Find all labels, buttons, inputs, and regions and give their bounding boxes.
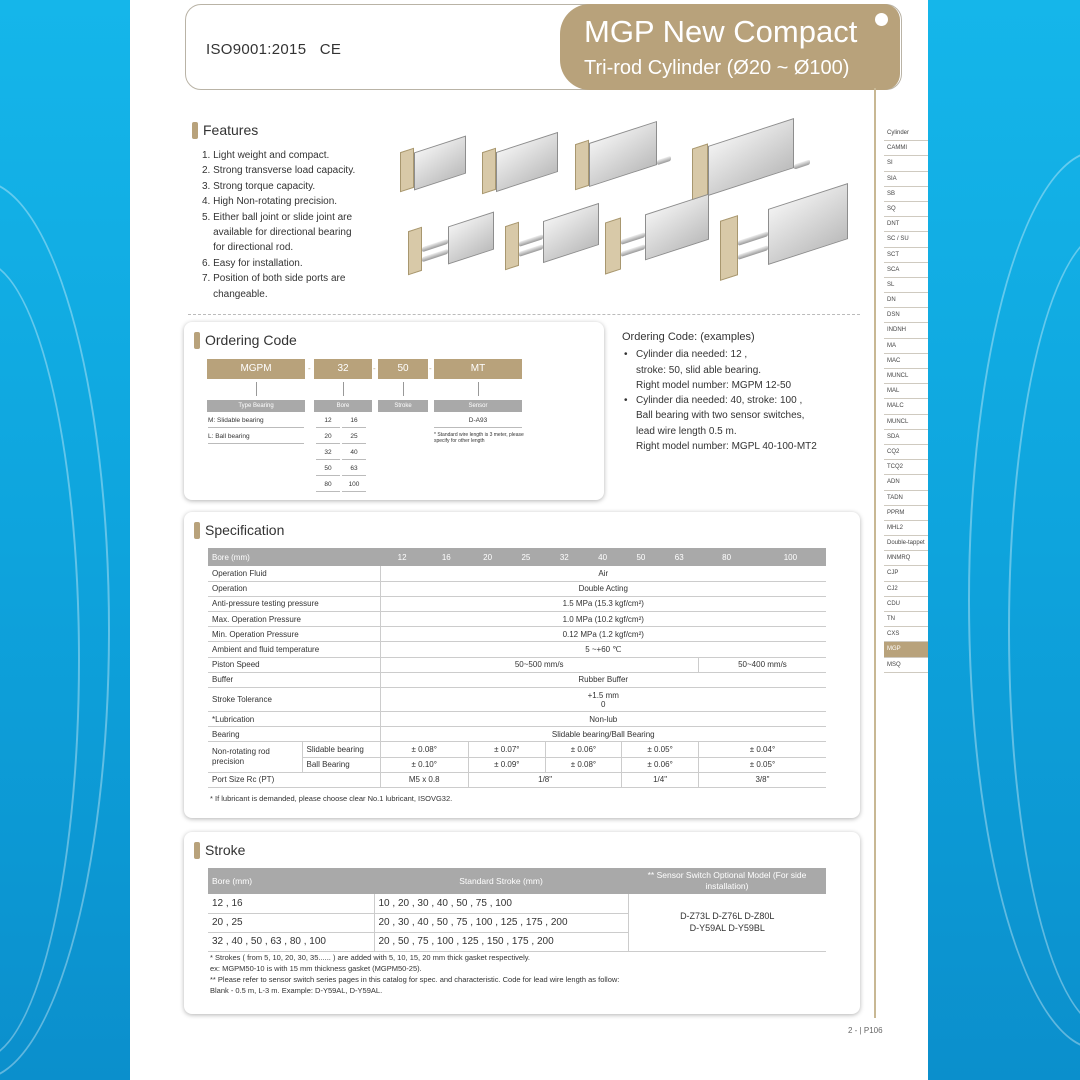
- spec-label: Port Size Rc (PT): [208, 772, 380, 787]
- spec-label: Ambient and fluid temperature: [208, 642, 380, 657]
- bore-header: Bore: [314, 400, 372, 412]
- side-nav-item[interactable]: SL: [884, 278, 928, 293]
- spec-value: Slidable bearing/Ball Bearing: [380, 727, 826, 742]
- sensor-models-line-1: D-Z73L D-Z76L D-Z80L: [680, 911, 775, 922]
- section-marker-icon: [194, 522, 200, 539]
- spec-note: * If lubricant is demanded, please choose clear No.1 lubricant, ISOVG32.: [210, 794, 453, 803]
- spec-label: Operation Fluid: [208, 566, 380, 581]
- sensor-models-cell: [628, 894, 826, 951]
- table-row: [208, 672, 826, 687]
- side-nav-item[interactable]: SQ: [884, 202, 928, 217]
- ordering-title: Ordering Code: [205, 332, 297, 348]
- spec-value: ± 0.05°: [698, 757, 826, 772]
- spec-value: 1/4": [622, 772, 699, 787]
- side-nav-item[interactable]: SB: [884, 187, 928, 202]
- tolerance-upper: +1.5 mm: [587, 690, 619, 700]
- side-nav-item[interactable]: MHL2: [884, 521, 928, 536]
- spec-value: ± 0.07°: [468, 742, 545, 757]
- code-dash: -: [373, 364, 376, 373]
- bore-column-header: 20: [468, 548, 506, 566]
- bore-option: 12: [316, 414, 340, 428]
- title-tab: [560, 4, 900, 90]
- stroke-values-cell: 10 , 20 , 30 , 40 , 50 , 75 , 100: [374, 894, 628, 913]
- page-subtitle: Tri-rod Cylinder (Ø20 ~ Ø100): [584, 57, 850, 79]
- bore-option: 40: [342, 446, 366, 460]
- side-nav-item[interactable]: MALC: [884, 399, 928, 414]
- spec-label: Max. Operation Pressure: [208, 612, 380, 627]
- code-dash: -: [308, 364, 311, 373]
- spec-value: 1.5 MPa (15.3 kgf/cm²): [380, 596, 826, 611]
- stroke-table: [208, 868, 826, 952]
- stroke-standard-header: Standard Stroke (mm): [374, 868, 628, 894]
- side-nav-item[interactable]: TADN: [884, 491, 928, 506]
- spec-value: [380, 688, 826, 712]
- side-nav-item[interactable]: MGP: [884, 642, 928, 657]
- connector-line: [256, 382, 257, 396]
- side-nav-item[interactable]: SIA: [884, 172, 928, 187]
- feature-item: changeable.: [202, 288, 268, 300]
- stroke-header: Stroke: [378, 400, 428, 412]
- example-line: Ball bearing with two sensor switches,: [636, 410, 805, 422]
- bore-option: 50: [316, 462, 340, 476]
- tolerance-lower: 0: [601, 699, 606, 709]
- side-nav-item[interactable]: CDU: [884, 597, 928, 612]
- spec-label: *Lubrication: [208, 712, 380, 727]
- spec-label: Stroke Tolerance: [208, 688, 380, 712]
- stroke-bore-cell: 32 , 40 , 50 , 63 , 80 , 100: [208, 932, 374, 951]
- side-nav-item[interactable]: MSQ: [884, 658, 928, 673]
- bore-column-header: 32: [545, 548, 583, 566]
- bore-option: 16: [342, 414, 366, 428]
- feature-item: 6. Easy for installation.: [202, 257, 303, 269]
- example-line: Right model number: MGPM 12-50: [636, 379, 792, 391]
- stroke-values-cell: 20 , 50 , 75 , 100 , 125 , 150 , 175 , 200: [374, 932, 628, 951]
- dashed-divider: [188, 314, 860, 315]
- feature-item: available for directional bearing: [202, 227, 352, 239]
- bore-option: 63: [342, 462, 366, 476]
- spec-value: 1/8": [468, 772, 621, 787]
- ce-mark: CE: [319, 41, 342, 58]
- stroke-bore-header: Bore (mm): [208, 868, 374, 894]
- table-row: [208, 581, 826, 596]
- side-nav-item[interactable]: CJ2: [884, 582, 928, 597]
- stroke-note-line: ex: MGPM50-10 is with 15 mm thickness gasket (MGPM50-25).: [210, 964, 422, 973]
- code-bore: 32: [314, 359, 372, 379]
- side-nav-item[interactable]: SC / SU: [884, 232, 928, 247]
- side-nav-item[interactable]: CXS: [884, 627, 928, 642]
- spec-value: ± 0.08°: [380, 742, 468, 757]
- stroke-note-line: Blank - 0.5 m, L-3 m. Example: D-Y59AL, D-Y59AL.: [210, 986, 383, 995]
- stroke-note-line: * Strokes ( from 5, 10, 20, 30, 35...... ) are added with 5, 10, 15, 20 mm thick gasket respectively.: [210, 953, 531, 962]
- spec-label: Min. Operation Pressure: [208, 627, 380, 642]
- spec-value: ± 0.06°: [545, 742, 622, 757]
- side-nav: [884, 126, 928, 673]
- spec-label: Piston Speed: [208, 657, 380, 672]
- table-row: [208, 894, 826, 913]
- spec-sublabel: Ball Bearing: [302, 757, 380, 772]
- spec-value: ± 0.04°: [698, 742, 826, 757]
- side-nav-item[interactable]: PPRM: [884, 506, 928, 521]
- code-dash: -: [429, 364, 432, 373]
- page-number: 2 - | P106: [848, 1026, 883, 1035]
- bore-column-header: 12: [380, 548, 424, 566]
- spec-value: 50~400 mm/s: [698, 657, 826, 672]
- examples-list: [622, 347, 862, 454]
- spec-value: 50~500 mm/s: [380, 657, 698, 672]
- table-row: [208, 727, 826, 742]
- feature-item: 2. Strong transverse load capacity.: [202, 165, 356, 177]
- side-nav-item[interactable]: MA: [884, 339, 928, 354]
- stroke-panel: [184, 832, 860, 1014]
- bore-column-header: 16: [424, 548, 468, 566]
- section-marker-icon: [194, 842, 200, 859]
- spec-label: Operation: [208, 581, 380, 596]
- type-bearing-header: Type Bearing: [207, 400, 305, 412]
- example-item: [624, 347, 862, 393]
- sensor-models-line-2: D-Y59AL D-Y59BL: [689, 923, 765, 934]
- stroke-note-line: ** Please refer to sensor switch series pages in this catalog for spec. and characteristic. Code for lead wire length as follow:: [210, 975, 620, 984]
- example-item: [624, 393, 862, 454]
- feature-item: for directional rod.: [202, 242, 294, 254]
- spec-value: Air: [380, 566, 826, 581]
- connector-line: [478, 382, 479, 396]
- side-nav-item[interactable]: ADN: [884, 475, 928, 490]
- side-nav-item[interactable]: SCT: [884, 248, 928, 263]
- spec-value: Double Acting: [380, 581, 826, 596]
- side-nav-item[interactable]: MUNCL: [884, 415, 928, 430]
- bore-header: Bore (mm): [208, 548, 380, 566]
- connector-line: [343, 382, 344, 396]
- bore-option: 80: [316, 478, 340, 492]
- side-nav-item[interactable]: Double-tappet: [884, 536, 928, 551]
- spec-value: ± 0.05°: [622, 742, 699, 757]
- side-nav-item[interactable]: TN: [884, 612, 928, 627]
- type-row: M: Slidable bearing: [208, 414, 304, 428]
- section-marker-icon: [192, 122, 198, 139]
- spec-table: [208, 548, 826, 788]
- stroke-notes: [210, 952, 619, 996]
- spec-value: 3/8": [698, 772, 826, 787]
- stroke-sensor-header: ** Sensor Switch Optional Model (For side installation): [628, 868, 826, 894]
- iso-label: ISO9001:2015: [206, 41, 307, 58]
- page-title: MGP New Compact: [584, 14, 858, 49]
- bore-option: 25: [342, 430, 366, 444]
- spec-value: Non-lub: [380, 712, 826, 727]
- table-row: [208, 548, 826, 566]
- bore-column-header: 25: [507, 548, 545, 566]
- side-nav-item[interactable]: SCA: [884, 263, 928, 278]
- feature-item: 7. Position of both side ports are: [202, 273, 346, 285]
- table-row: [208, 627, 826, 642]
- spec-label: Anti-pressure testing pressure: [208, 596, 380, 611]
- spec-label: Buffer: [208, 672, 380, 687]
- side-nav-item[interactable]: MAC: [884, 354, 928, 369]
- catalog-page: [130, 0, 928, 1080]
- spec-value: ± 0.06°: [622, 757, 699, 772]
- code-stroke: 50: [378, 359, 428, 379]
- bore-column-header: 50: [622, 548, 660, 566]
- spec-value: 0.12 MPa (1.2 kgf/cm²): [380, 627, 826, 642]
- side-nav-item[interactable]: CQ2: [884, 445, 928, 460]
- table-row: [208, 657, 826, 672]
- bore-option: 32: [316, 446, 340, 460]
- feature-item: 5. Either ball joint or slide joint are: [202, 211, 353, 223]
- side-nav-item[interactable]: DNT: [884, 217, 928, 232]
- code-sensor: MT: [434, 359, 522, 379]
- side-nav-item[interactable]: Cylinder: [884, 126, 928, 141]
- type-row: L: Ball bearing: [208, 430, 304, 444]
- code-series: MGPM: [207, 359, 305, 379]
- examples-title: Ordering Code: (examples): [622, 331, 755, 343]
- side-nav-item[interactable]: MNMRQ: [884, 551, 928, 566]
- side-nav-item[interactable]: SDA: [884, 430, 928, 445]
- side-nav-item[interactable]: CAMMI: [884, 141, 928, 156]
- side-nav-item[interactable]: DSN: [884, 308, 928, 323]
- spec-value: ± 0.08°: [545, 757, 622, 772]
- sensor-header: Sensor: [434, 400, 522, 412]
- spec-value: Rubber Buffer: [380, 672, 826, 687]
- spec-value: 5 ~+60 ℃: [380, 642, 826, 657]
- stroke-values-cell: 20 , 30 , 40 , 50 , 75 , 100 , 125 , 175 , 200: [374, 913, 628, 932]
- side-nav-item[interactable]: INDNH: [884, 323, 928, 338]
- side-nav-item[interactable]: MUNCL: [884, 369, 928, 384]
- table-row: [208, 566, 826, 581]
- table-row: [208, 772, 826, 787]
- side-nav-item[interactable]: CJP: [884, 566, 928, 581]
- spec-sublabel: Slidable bearing: [302, 742, 380, 757]
- table-row: [208, 688, 826, 712]
- bore-option: 100: [342, 478, 366, 492]
- features-section: [192, 122, 402, 302]
- example-line: • Cylinder dia needed: 40, stroke: 100 ,: [636, 395, 803, 407]
- section-marker-icon: [194, 332, 200, 349]
- stroke-title: Stroke: [205, 842, 246, 858]
- bore-column-header: 80: [698, 548, 754, 566]
- table-row: [208, 612, 826, 627]
- table-row: [208, 742, 826, 757]
- stroke-bore-cell: 20 , 25: [208, 913, 374, 932]
- bore-column-header: 100: [755, 548, 826, 566]
- dot-icon: [875, 13, 888, 26]
- side-divider: [874, 88, 876, 1018]
- example-line: Right model number: MGPL 40-100-MT2: [636, 441, 817, 453]
- specification-panel: [184, 512, 860, 818]
- sensor-value: D-A93: [434, 414, 522, 428]
- sensor-note: * Standard wire length is 3 meter, please specify for other length: [434, 432, 524, 444]
- spec-value: M5 x 0.8: [380, 772, 468, 787]
- spec-label: Non-rotating rod precision: [208, 742, 302, 772]
- example-line: stroke: 50, slid able bearing.: [636, 364, 762, 376]
- table-row: [208, 642, 826, 657]
- ordering-examples: [622, 330, 862, 454]
- iso-cert: [206, 41, 341, 58]
- feature-item: 1. Light weight and compact.: [202, 150, 330, 161]
- product-images: [400, 118, 860, 298]
- table-row: [208, 712, 826, 727]
- side-nav-item[interactable]: SI: [884, 156, 928, 171]
- features-title: Features: [203, 122, 259, 138]
- connector-line: [403, 382, 404, 396]
- bore-column-header: 40: [583, 548, 621, 566]
- spec-value: 1.0 MPa (10.2 kgf/cm²): [380, 612, 826, 627]
- bore-option: 20: [316, 430, 340, 444]
- spec-value: ± 0.09°: [468, 757, 545, 772]
- background-right: [928, 0, 1080, 1080]
- table-row: [208, 596, 826, 611]
- example-line: • Cylinder dia needed: 12 ,: [636, 349, 748, 361]
- feature-item: 4. High Non-rotating precision.: [202, 196, 338, 208]
- background-left: [0, 0, 130, 1080]
- side-nav-item[interactable]: MAL: [884, 384, 928, 399]
- spec-label: Bearing: [208, 727, 380, 742]
- bore-column-header: 63: [660, 548, 698, 566]
- example-line: lead wire length 0.5 m.: [636, 425, 737, 437]
- stroke-bore-cell: 12 , 16: [208, 894, 374, 913]
- side-nav-item[interactable]: DN: [884, 293, 928, 308]
- features-list: [192, 148, 402, 302]
- side-nav-item[interactable]: TCQ2: [884, 460, 928, 475]
- spec-title: Specification: [205, 522, 285, 538]
- feature-item: 3. Strong torque capacity.: [202, 180, 316, 192]
- spec-value: ± 0.10°: [380, 757, 468, 772]
